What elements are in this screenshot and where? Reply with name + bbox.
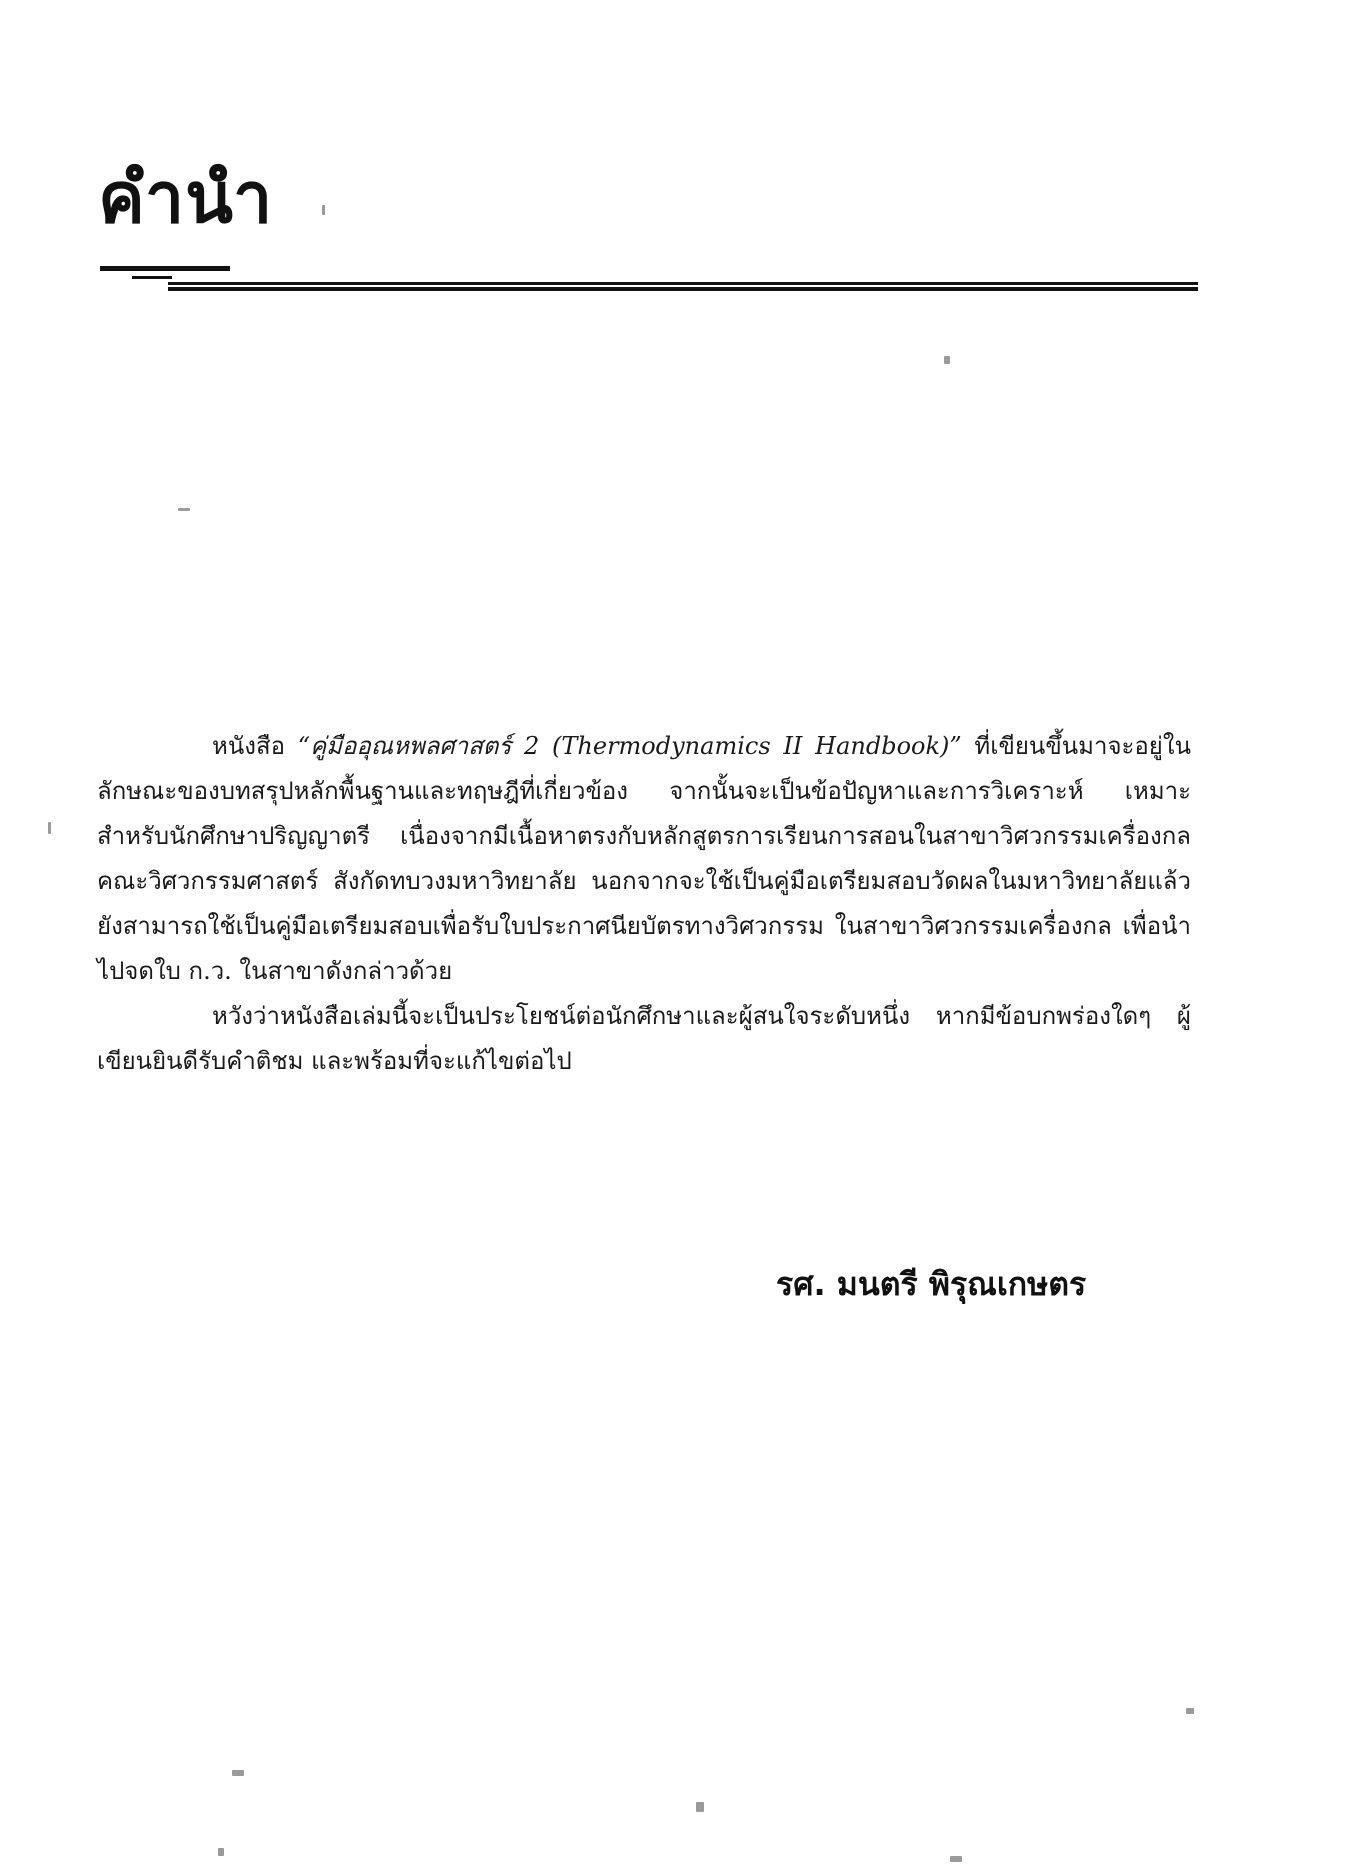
scan-speck — [322, 205, 325, 215]
scan-speck — [232, 1770, 244, 1776]
title-underline-long — [168, 282, 1198, 291]
preface-paragraph-2: หวังว่าหนังสือเล่มนี้จะเป็นประโยชน์ต่อนักศึกษาและผู้สนใจระดับหนึ่ง หากมีข้อบกพร่องใดๆ ผู้เขียนยินดีรับคำติชม และพร้อมที่จะแก้ไขต่อไป — [97, 1002, 1191, 1075]
paragraph-1-body: ที่เขียนขึ้นมาจะอยู่ในลักษณะของบทสรุปหลักพื้นฐานและทฤษฎีที่เกี่ยวข้อง จากนั้นจะเป็นข้อปัญหาและการวิเคราะห์ เหมาะสำหรับนักศึกษาปริญญาตรี เนื่องจากมีเนื้อหาตรงกับหลักสูตรการเรียนการสอนในสาขาวิศวกรรมเครื่องกล คณะวิศวกรรมศาสตร์ สังกัดทบวงมหาวิทยาลัย นอกจากจะใช้เป็นคู่มือเตรียมสอบวัดผลในมหาวิทยาลัยแล้ว ยังสามารถใช้เป็นคู่มือเตรียมสอบเพื่อรับใบประกาศนียบัตรทางวิศวกรรม ในสาขาวิศวกรรมเครื่องกล เพื่อนำไปจดใบ ก.ว. ในสาขาดังกล่าวด้วย — [97, 732, 1191, 985]
paragraph-1-lead: หนังสือ — [212, 732, 298, 760]
scan-speck — [950, 1856, 962, 1862]
preface-body — [97, 724, 1191, 1084]
scan-speck — [696, 1802, 704, 1812]
title-underline-short — [100, 266, 230, 271]
preface-paragraph-1 — [97, 724, 1191, 994]
page-title: คำนำ — [98, 157, 274, 239]
author-signature: รศ. มนตรี พิรุณเกษตร — [776, 1265, 1087, 1303]
scan-speck — [218, 1848, 224, 1856]
book-title: “คู่มืออุณหพลศาสตร์ 2 (Thermodynamics II Handbook)” — [297, 732, 962, 760]
scan-speck — [1186, 1708, 1194, 1714]
scan-speck — [944, 356, 950, 364]
scan-speck — [178, 508, 190, 511]
scan-speck — [48, 822, 51, 834]
title-underline-accent — [132, 276, 172, 279]
